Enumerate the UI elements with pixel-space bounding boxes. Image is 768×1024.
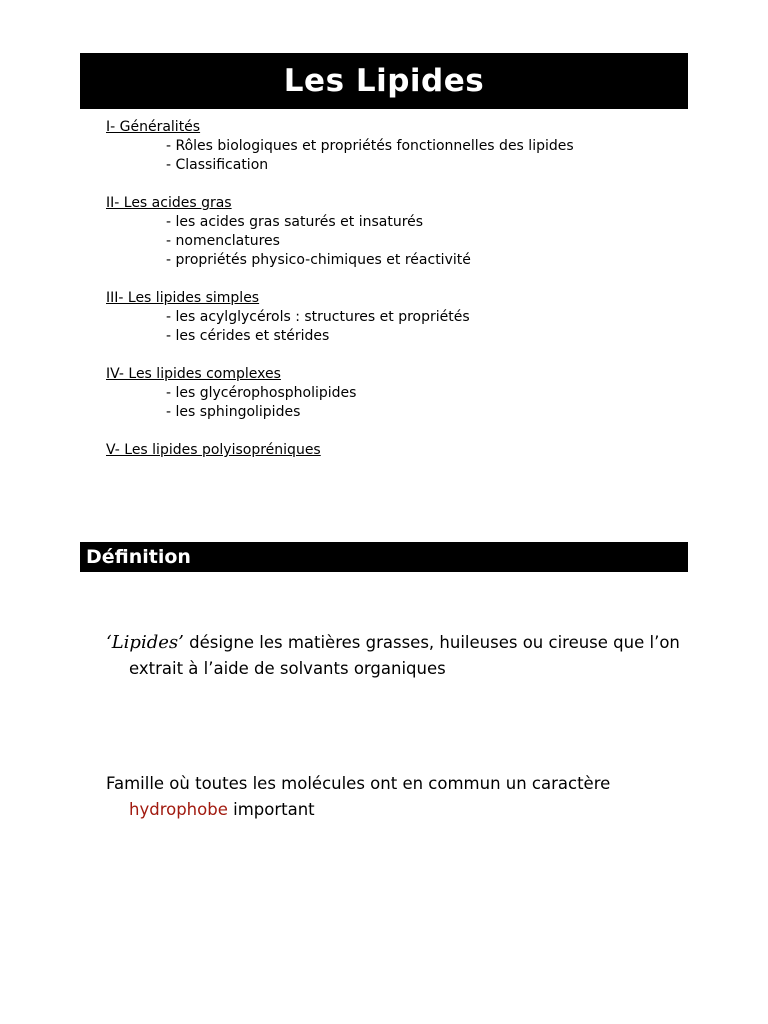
outline-item: - les sphingolipides	[166, 404, 301, 420]
property-paragraph	[106, 771, 689, 823]
outline-item: - les cérides et stérides	[166, 328, 330, 344]
section-heading: I- Généralités	[106, 119, 201, 135]
outline-item: - les acylglycérols : structures et propriétés	[166, 309, 470, 325]
section-heading: II- Les acides gras	[106, 195, 232, 211]
defined-term: ‘Lipides’	[106, 632, 184, 653]
property-text-after: important	[227, 800, 315, 819]
section-heading: III- Les lipides simples	[106, 290, 260, 306]
definition-paragraph	[106, 630, 689, 682]
page-title: Les Lipides	[283, 63, 485, 99]
section-heading: IV- Les lipides complexes	[106, 366, 281, 382]
outline-section	[106, 289, 706, 346]
outline-section	[106, 118, 706, 175]
outline-section	[106, 365, 706, 422]
title-banner	[80, 53, 688, 109]
property-text-before: Famille où toutes les molécules ont en commun un caractère	[106, 774, 611, 793]
outline-item: - les acides gras saturés et insaturés	[166, 214, 424, 230]
definition-text: désigne les matières grasses, huileuses ou cireuse que l’on extrait à l’aide de solvants organiques	[129, 633, 680, 678]
course-outline	[106, 118, 706, 479]
outline-item: - Rôles biologiques et propriétés fonctionnelles des lipides	[166, 138, 574, 154]
outline-item: - les glycérophospholipides	[166, 385, 357, 401]
outline-item: - nomenclatures	[166, 233, 280, 249]
outline-item: - Classification	[166, 157, 269, 173]
outline-item: - propriétés physico-chimiques et réactivité	[166, 252, 471, 268]
outline-section	[106, 441, 706, 460]
highlighted-term: hydrophobe	[129, 800, 228, 819]
definition-banner	[80, 542, 688, 572]
outline-section	[106, 194, 706, 270]
section-heading: V- Les lipides polyisopréniques	[106, 442, 321, 458]
definition-heading: Définition	[86, 546, 191, 568]
